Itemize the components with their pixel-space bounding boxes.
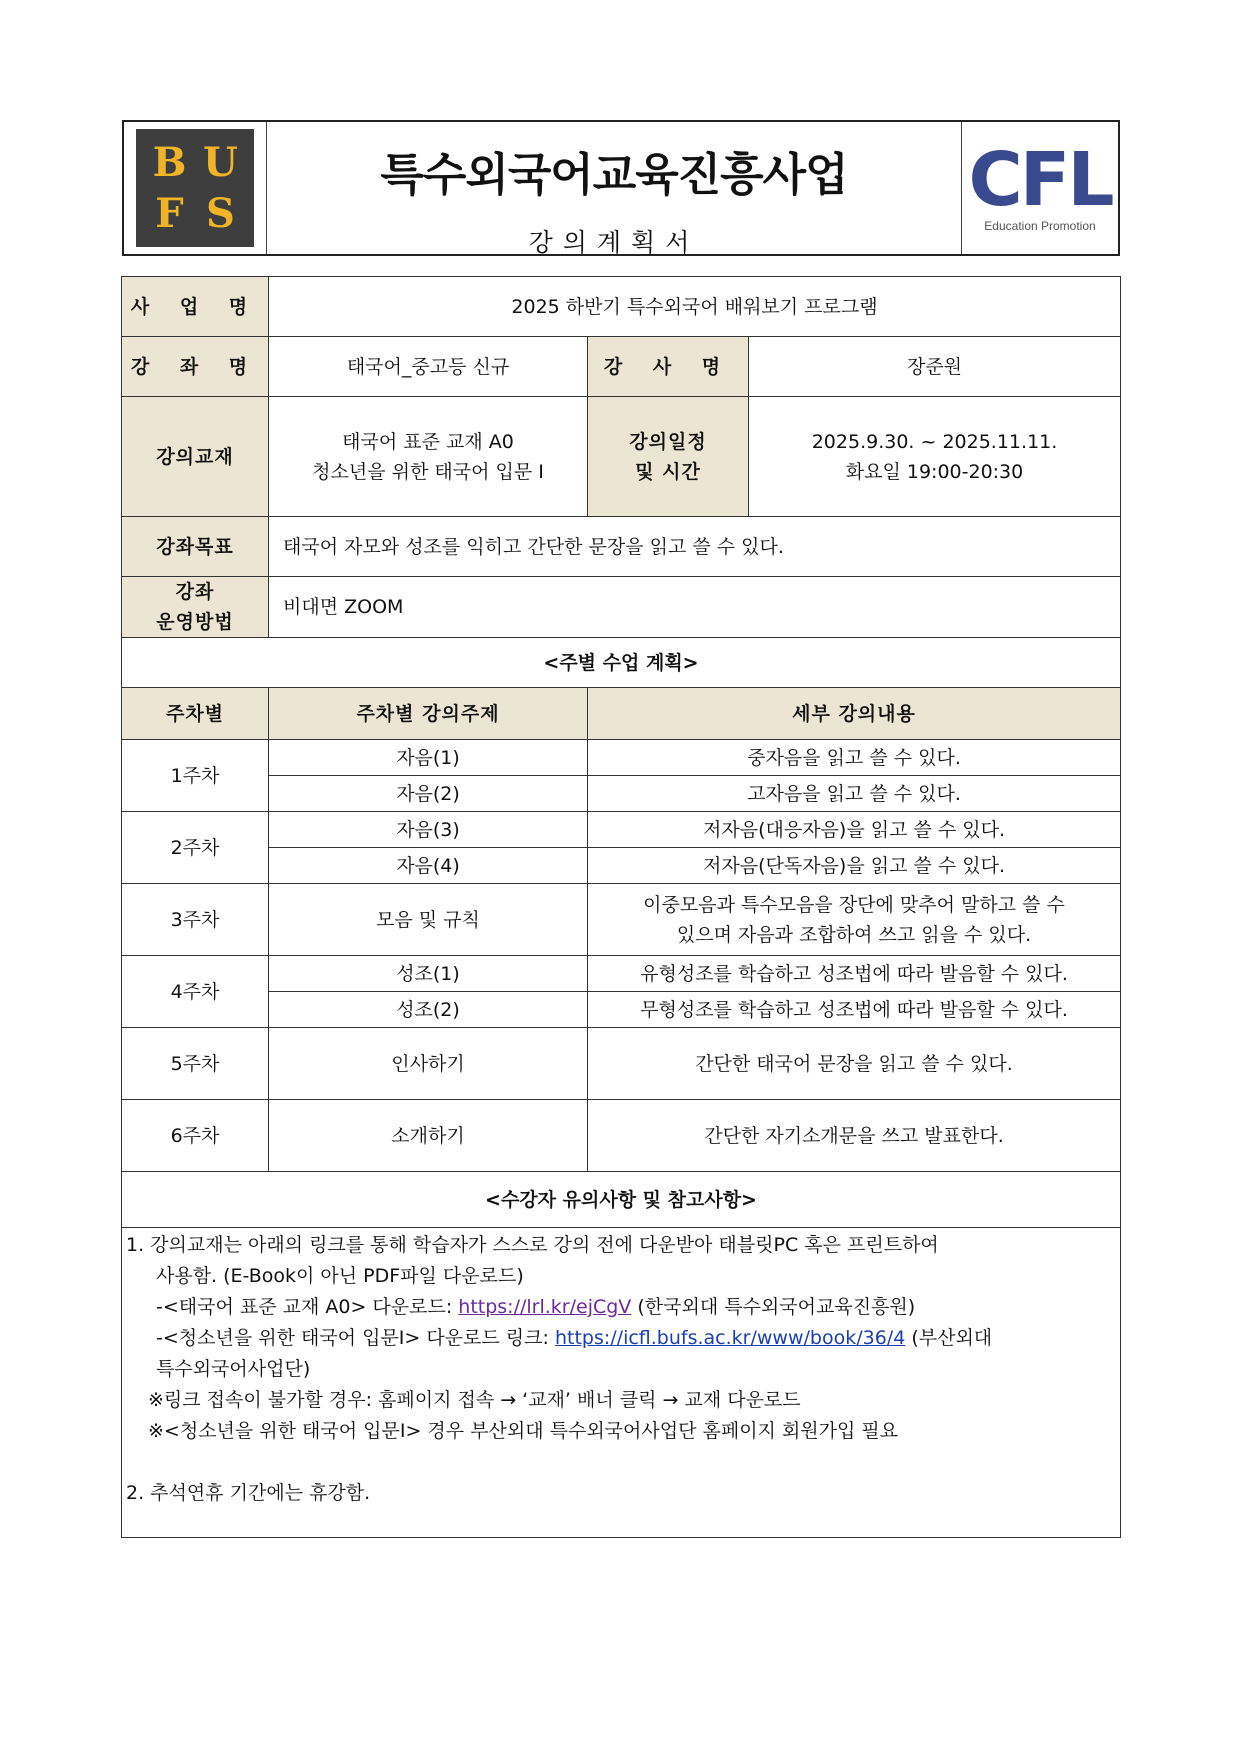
textbook-line: 태국어 표준 교재 A0 — [342, 430, 514, 453]
week-cell: 6주차 — [122, 1100, 269, 1172]
bufs-logo-letter: S — [206, 190, 235, 237]
download-label: -<청소년을 위한 태국어 입문I> 다운로드 링크: — [156, 1327, 555, 1349]
textbook-intro-download-link[interactable]: https://icfl.bufs.ac.kr/www/book/36/4 — [554, 1327, 906, 1349]
detail-cell: 중자음을 읽고 쓸 수 있다. — [588, 740, 1121, 776]
topic-cell: 자음(1) — [269, 740, 588, 776]
lecturer-value: 장준원 — [749, 337, 1121, 397]
week-cell: 1주차 — [122, 740, 269, 812]
textbook-value — [269, 397, 588, 517]
method-label — [122, 577, 269, 638]
table-row — [122, 776, 1121, 812]
title-area — [267, 122, 961, 257]
page-subtitle: 강의계획서 — [528, 228, 700, 257]
textbook-a0-download-link[interactable]: https://lrl.kr/ejCgV — [458, 1296, 632, 1318]
note-2: 2. 추석연휴 기간에는 휴강함. — [126, 1482, 371, 1504]
detail-cell: 저자음(단독자음)을 읽고 쓸 수 있다. — [588, 848, 1121, 884]
week-cell: 4주차 — [122, 956, 269, 1028]
course-label: 강 좌 명 — [122, 337, 269, 397]
notes-body — [122, 1228, 1120, 1537]
schedule-label-line: 강의일정 — [629, 430, 707, 453]
notes-section-row — [122, 1172, 1121, 1228]
schedule-label-line: 및 시간 — [635, 460, 701, 483]
table-row — [122, 848, 1121, 884]
topic-cell: 인사하기 — [269, 1028, 588, 1100]
goal-value: 태국어 자모와 성조를 익히고 간단한 문장을 읽고 쓸 수 있다. — [269, 517, 1121, 577]
method-label-line: 운영방법 — [156, 611, 234, 633]
bufs-logo-cell — [124, 122, 267, 254]
topic-cell: 모음 및 규칙 — [269, 884, 588, 956]
notes-cell — [122, 1228, 1121, 1538]
course-row — [122, 337, 1121, 397]
table-row — [122, 884, 1121, 956]
week-cell: 2주차 — [122, 812, 269, 884]
weekly-header-row — [122, 688, 1121, 740]
download-line-2 — [126, 1323, 1116, 1354]
bufs-logo-letter: U — [203, 139, 238, 186]
project-value: 2025 하반기 특수외국어 배워보기 프로그램 — [269, 277, 1121, 337]
download-label: -<태국어 표준 교재 A0> 다운로드: — [156, 1296, 459, 1318]
topic-cell: 성조(2) — [269, 992, 588, 1028]
topic-cell: 자음(2) — [269, 776, 588, 812]
page-title: 특수외국어교육진흥사업 — [380, 148, 848, 201]
schedule-dates: 2025.9.30. ~ 2025.11.11. — [811, 430, 1058, 453]
topic-cell: 자음(4) — [269, 848, 588, 884]
method-value: 비대면 ZOOM — [269, 577, 1121, 638]
topic-cell: 성조(1) — [269, 956, 588, 992]
method-label-line: 강좌 — [175, 581, 215, 603]
table-row — [122, 992, 1121, 1028]
note-remark: ※링크 접속이 불가할 경우: 홈페이지 접속 → ‘교재’ 배너 클릭 → 교재 다운로드 — [148, 1389, 801, 1411]
weekly-section-title: <주별 수업 계획> — [122, 638, 1121, 688]
project-label: 사 업 명 — [122, 277, 269, 337]
goal-label: 강좌목표 — [122, 517, 269, 577]
detail-cell: 간단한 태국어 문장을 읽고 쓸 수 있다. — [588, 1028, 1121, 1100]
textbook-schedule-row — [122, 397, 1121, 517]
topic-cell: 자음(3) — [269, 812, 588, 848]
bufs-logo-letter: F — [155, 190, 184, 237]
detail-cell: 유형성조를 학습하고 성조법에 따라 발음할 수 있다. — [588, 956, 1121, 992]
textbook-label: 강의교재 — [122, 397, 269, 517]
schedule-time: 화요일 19:00-20:30 — [845, 460, 1024, 483]
lecture-plan-table — [121, 276, 1121, 1538]
cfl-logo-mark: CFL — [968, 137, 1112, 223]
note-1-line: 사용함. (E-Book이 아닌 PDF파일 다운로드) — [156, 1265, 524, 1287]
week-cell: 3주차 — [122, 884, 269, 956]
notes-section-title: <수강자 유의사항 및 참고사항> — [122, 1172, 1121, 1228]
course-value: 태국어_중고등 신규 — [269, 337, 588, 397]
detail-line: 이중모음과 특수모음을 장단에 맞추어 말하고 쓸 수 — [643, 893, 1065, 916]
detail-cell: 간단한 자기소개문을 쓰고 발표한다. — [588, 1100, 1121, 1172]
bufs-logo — [136, 129, 254, 247]
table-row — [122, 740, 1121, 776]
document-header — [122, 120, 1120, 256]
cfl-logo — [961, 122, 1118, 254]
download-source-cont: 특수외국어사업단) — [156, 1358, 311, 1380]
download-source: (부산외대 — [905, 1327, 993, 1349]
schedule-label — [588, 397, 749, 517]
bufs-logo-letter: B — [152, 139, 187, 186]
cfl-logo-subtitle: Education Promotion — [984, 219, 1096, 233]
detail-line: 있으며 자음과 조합하여 쓰고 읽을 수 있다. — [676, 923, 1032, 946]
method-row — [122, 577, 1121, 638]
textbook-line: 청소년을 위한 태국어 입문 I — [312, 460, 544, 483]
notes-row — [122, 1228, 1121, 1538]
table-row — [122, 812, 1121, 848]
col-header-detail: 세부 강의내용 — [588, 688, 1121, 740]
schedule-value — [749, 397, 1121, 517]
goal-row — [122, 517, 1121, 577]
table-row — [122, 1028, 1121, 1100]
project-row — [122, 277, 1121, 337]
weekly-section-row — [122, 638, 1121, 688]
table-row — [122, 956, 1121, 992]
week-cell: 5주차 — [122, 1028, 269, 1100]
note-1-line: 1. 강의교재는 아래의 링크를 통해 학습자가 스스로 강의 전에 다운받아 태블릿PC 혹은 프린트하여 — [126, 1234, 939, 1256]
download-source: (한국외대 특수외국어교육진흥원) — [631, 1296, 916, 1318]
detail-cell: 무형성조를 학습하고 성조법에 따라 발음할 수 있다. — [588, 992, 1121, 1028]
detail-cell: 고자음을 읽고 쓸 수 있다. — [588, 776, 1121, 812]
topic-cell: 소개하기 — [269, 1100, 588, 1172]
notes-spacer — [126, 1447, 1116, 1478]
detail-cell: 저자음(대응자음)을 읽고 쓸 수 있다. — [588, 812, 1121, 848]
col-header-week: 주차별 — [122, 688, 269, 740]
table-row — [122, 1100, 1121, 1172]
detail-cell — [588, 884, 1121, 956]
col-header-topic: 주차별 강의주제 — [269, 688, 588, 740]
note-remark: ※<청소년을 위한 태국어 입문I> 경우 부산외대 특수외국어사업단 홈페이지 회원가입 필요 — [148, 1420, 899, 1442]
download-line-1 — [126, 1292, 1116, 1323]
lecturer-label: 강 사 명 — [588, 337, 749, 397]
